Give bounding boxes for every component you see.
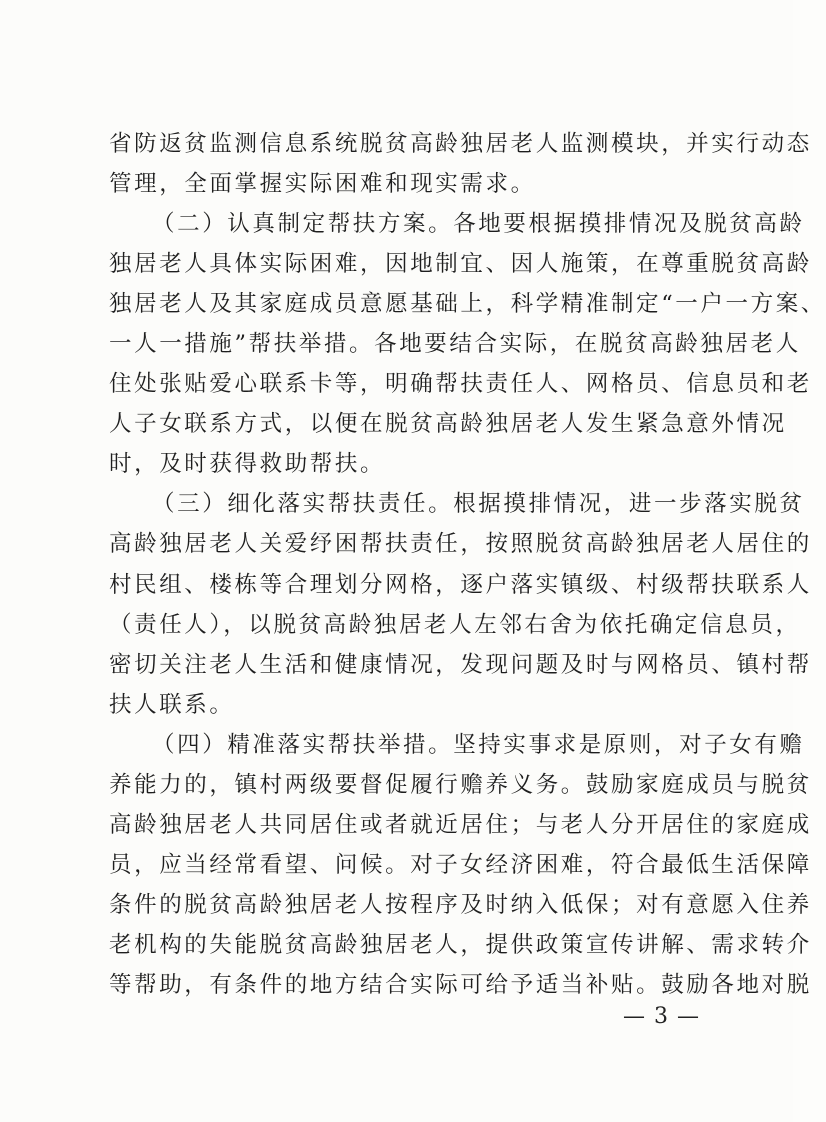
text-line: 村民组、楼栋等合理划分网格，逐户落实镇级、村级帮扶联系人 <box>109 572 812 598</box>
text-line: 独居老人具体实际困难，因地制宜、因人施策，在尊重脱贫高龄 <box>109 251 812 277</box>
text-line: 独居老人及其家庭成员意愿基础上，科学精准制定“一户一方案、 <box>109 291 826 317</box>
text-line: 扶人联系。 <box>109 692 235 718</box>
text-line: 省防返贫监测信息系统脱贫高龄独居老人监测模块，并实行动态 <box>109 131 812 157</box>
text-line: （责任人），以脱贫高龄独居老人左邻右舍为依托确定信息员， <box>109 612 801 638</box>
text-line: 时，及时获得救助帮扶。 <box>109 451 386 477</box>
page-number: — 3 — <box>623 1004 700 1029</box>
text-line: 老机构的失能脱贫高龄独居老人，提供政策宣传讲解、需求转介 <box>109 932 812 958</box>
text-line: 住处张贴爱心联系卡等，明确帮扶责任人、网格员、信息员和老 <box>109 371 812 397</box>
text-line: （二）认真制定帮扶方案。各地要根据摸排情况及脱贫高龄 <box>152 211 805 237</box>
text-line: 条件的脱贫高龄独居老人按程序及时纳入低保；对有意愿入住养 <box>109 892 812 918</box>
text-line: 一人一措施”帮扶举措。各地要结合实际，在脱贫高龄独居老人 <box>109 331 801 357</box>
text-line: （三）细化落实帮扶责任。根据摸排情况，进一步落实脱贫 <box>152 491 805 517</box>
text-line: 等帮助，有条件的地方结合实际可给予适当补贴。鼓励各地对脱 <box>109 972 812 998</box>
text-line: （四）精准落实帮扶举措。坚持实事求是原则，对子女有赡 <box>152 732 805 758</box>
text-line: 密切关注老人生活和健康情况，发现问题及时与网格员、镇村帮 <box>109 652 812 678</box>
text-line: 高龄独居老人关爱纾困帮扶责任，按照脱贫高龄独居老人居住的 <box>109 531 812 557</box>
text-line: 高龄独居老人共同居住或者就近居住；与老人分开居住的家庭成 <box>109 812 812 838</box>
text-line: 人子女联系方式，以便在脱贫高龄独居老人发生紧急意外情况 <box>109 411 787 437</box>
text-line: 管理，全面掌握实际困难和现实需求。 <box>109 171 536 197</box>
text-line: 员，应当经常看望、问候。对子女经济困难，符合最低生活保障 <box>109 852 812 878</box>
text-line: 养能力的，镇村两级要督促履行赡养义务。鼓励家庭成员与脱贫 <box>109 772 812 798</box>
